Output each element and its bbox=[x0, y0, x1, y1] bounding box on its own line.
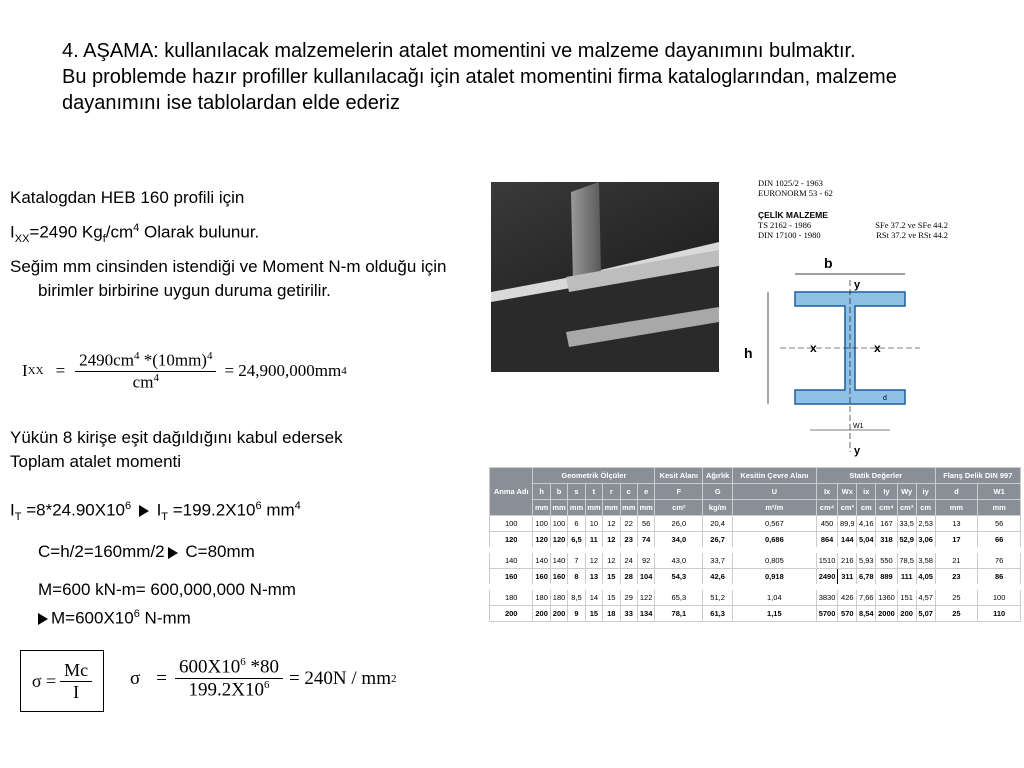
table-header-cell: Wx bbox=[838, 484, 857, 500]
table-cell: 23 bbox=[620, 532, 637, 551]
table-header-cell: t bbox=[585, 484, 602, 500]
table-cell: 3,58 bbox=[916, 550, 935, 569]
label-d: d bbox=[883, 395, 887, 402]
table-cell: 78,1 bbox=[655, 606, 703, 622]
table-header-cell: mm bbox=[603, 500, 620, 516]
table-cell: 15 bbox=[585, 606, 602, 622]
table-cell: 0,567 bbox=[732, 516, 816, 532]
table-cell: 167 bbox=[876, 516, 897, 532]
table-cell: 34,0 bbox=[655, 532, 703, 551]
arrow-icon bbox=[38, 613, 48, 625]
table-cell: 2000 bbox=[876, 606, 897, 622]
table-header-cell: cm bbox=[916, 500, 935, 516]
table-header-cell: mm bbox=[533, 500, 550, 516]
table-cell: 10 bbox=[585, 516, 602, 532]
table-cell: 0,805 bbox=[732, 550, 816, 569]
table-cell: 550 bbox=[876, 550, 897, 569]
table-cell: 56 bbox=[637, 516, 654, 532]
title-line-2: Bu problemde hazır profiller kullanılacağı için atalet momentini firma kataloglarından, malzeme dayanımını ise tablolardan elde ederiz bbox=[62, 66, 897, 114]
table-cell: 140 bbox=[533, 550, 550, 569]
beam-photo-image bbox=[491, 182, 719, 372]
equation-ixx-fraction: $\frac{2490cm^4 *(10mm)^4}{cm^4}$ bbox=[75, 350, 216, 392]
table-cell: 1510 bbox=[816, 550, 837, 569]
catalog-header: DIN 1025/2 - 1963 EURONORM 53 - 62 ÇELİK MALZEME TS 2162 - 1986 SFe 37.2 ve SFe 44.2 DIN 17100 - 1980 RSt 37.2 ve RSt 44.2 bbox=[758, 178, 948, 240]
table-cell: 14 bbox=[585, 587, 602, 606]
para-units: Seğim mm cinsinden istendiği ve Moment N-m olduğu için birimler birbirine uygun duruma getirilir. bbox=[10, 257, 447, 301]
table-cell: 100 bbox=[550, 516, 567, 532]
table-cell: 200 bbox=[550, 606, 567, 622]
table-cell: 3830 bbox=[816, 587, 837, 606]
table-cell: 6,78 bbox=[857, 569, 876, 588]
table-cell: 25 bbox=[935, 587, 978, 606]
table-cell: 65,3 bbox=[655, 587, 703, 606]
table-cell: 86 bbox=[978, 569, 1021, 588]
table-cell: 140 bbox=[490, 550, 533, 569]
table-cell: 42,6 bbox=[703, 569, 733, 588]
table-cell: 66 bbox=[978, 532, 1021, 551]
table-cell: 160 bbox=[490, 569, 533, 588]
table-cell: 160 bbox=[533, 569, 550, 588]
table-cell: 89,9 bbox=[838, 516, 857, 532]
equation-ixx: I XX = $\frac{2490cm^4 *(10mm)^4}{cm^4}$ = 24,900,000mm 4 bbox=[22, 350, 347, 392]
table-cell: 318 bbox=[876, 532, 897, 551]
table-cell: 200 bbox=[490, 606, 533, 622]
table-cell: 111 bbox=[897, 569, 916, 588]
table-cell: 8,5 bbox=[568, 587, 585, 606]
table-cell: 120 bbox=[533, 532, 550, 551]
equation-sigma-result: σ = $\frac{600X10^6 *80}{199.2X10^6}$ = 240N / mm 2 bbox=[130, 656, 397, 701]
table-header-cell: s bbox=[568, 484, 585, 500]
table-cell: 140 bbox=[550, 550, 567, 569]
table-header-cell: mm bbox=[568, 500, 585, 516]
table-cell: 104 bbox=[637, 569, 654, 588]
table-header-cell: cm² bbox=[655, 500, 703, 516]
para-moment: M=600 kN-m= 600,000,000 N-mm $M=600X10^6$ N-mm bbox=[38, 580, 296, 628]
table-cell: 110 bbox=[978, 606, 1021, 622]
table-cell: 120 bbox=[550, 532, 567, 551]
table-cell: 180 bbox=[490, 587, 533, 606]
table-cell: 216 bbox=[838, 550, 857, 569]
left-column bbox=[10, 186, 480, 303]
table-cell: 120 bbox=[490, 532, 533, 551]
table-header-cell: cm bbox=[857, 500, 876, 516]
table-cell: 151 bbox=[897, 587, 916, 606]
table-header-cell: mm bbox=[978, 500, 1021, 516]
table-cell: 2490 bbox=[816, 569, 837, 588]
table-header-cell: mm bbox=[637, 500, 654, 516]
table-cell: 1360 bbox=[876, 587, 897, 606]
table-cell: 11 bbox=[585, 532, 602, 551]
para-ixx: $I_{XX}=2490$ $Kg_f/cm^4$ Olarak bulunur. bbox=[10, 222, 260, 246]
table-row bbox=[490, 587, 1021, 606]
table-cell: 1,15 bbox=[732, 606, 816, 622]
table-header-row bbox=[490, 500, 1021, 516]
arrow-icon bbox=[168, 547, 178, 559]
table-header-cell: cm⁴ bbox=[876, 500, 897, 516]
table-cell: 0,686 bbox=[732, 532, 816, 551]
table-header-cell: r bbox=[603, 484, 620, 500]
table-cell: 100 bbox=[533, 516, 550, 532]
table-cell: 144 bbox=[838, 532, 857, 551]
table-row bbox=[490, 532, 1021, 551]
table-cell: 6 bbox=[568, 516, 585, 532]
table-cell: 23 bbox=[935, 569, 978, 588]
table-cell: 200 bbox=[533, 606, 550, 622]
table-cell: 426 bbox=[838, 587, 857, 606]
table-header-row bbox=[490, 468, 1021, 484]
table-cell: 74 bbox=[637, 532, 654, 551]
table-header-row bbox=[490, 484, 1021, 500]
table-cell: 18 bbox=[603, 606, 620, 622]
table-cell: 15 bbox=[603, 587, 620, 606]
table-cell: 21 bbox=[935, 550, 978, 569]
table-cell: 180 bbox=[533, 587, 550, 606]
table-cell: 5,93 bbox=[857, 550, 876, 569]
label-y-bottom: y bbox=[854, 445, 861, 457]
table-cell: 20,4 bbox=[703, 516, 733, 532]
label-x-right: x bbox=[874, 341, 881, 355]
table-cell: 33,7 bbox=[703, 550, 733, 569]
arrow-icon bbox=[139, 505, 149, 517]
table-header-cell: cm⁴ bbox=[816, 500, 837, 516]
table-cell: 4,16 bbox=[857, 516, 876, 532]
table-cell: 5,04 bbox=[857, 532, 876, 551]
table-cell: 29 bbox=[620, 587, 637, 606]
table-cell: 28 bbox=[620, 569, 637, 588]
table-header-cell: W1 bbox=[978, 484, 1021, 500]
table-cell: 180 bbox=[550, 587, 567, 606]
table-row bbox=[490, 550, 1021, 569]
table-header-cell: mm bbox=[935, 500, 978, 516]
title-line-1: 4. AŞAMA: kullanılacak malzemelerin atalet momentini ve malzeme dayanımını bulmaktır. bbox=[62, 40, 856, 62]
table-header-cell: cm³ bbox=[838, 500, 857, 516]
table-header-cell: Geometrik Ölçüler bbox=[533, 468, 655, 484]
table-header-cell: Kesitin Çevre Alanı bbox=[732, 468, 816, 484]
table-cell: 26,0 bbox=[655, 516, 703, 532]
table-cell: 8 bbox=[568, 569, 585, 588]
table-header-cell: d bbox=[935, 484, 978, 500]
label-h: h bbox=[744, 345, 753, 361]
table-cell: 22 bbox=[620, 516, 637, 532]
table-row bbox=[490, 516, 1021, 532]
table-header-cell: m²/m bbox=[732, 500, 816, 516]
table-cell: 7,66 bbox=[857, 587, 876, 606]
table-cell: 43,0 bbox=[655, 550, 703, 569]
table-cell: 4,57 bbox=[916, 587, 935, 606]
table-cell: 200 bbox=[897, 606, 916, 622]
table-cell: 0,918 bbox=[732, 569, 816, 588]
table-row bbox=[490, 606, 1021, 622]
table-cell: 160 bbox=[550, 569, 567, 588]
beam-photo bbox=[491, 182, 719, 372]
label-x-left: x bbox=[810, 341, 817, 355]
table-header-cell: e bbox=[637, 484, 654, 500]
table-header-cell: Iy bbox=[876, 484, 897, 500]
label-b: b bbox=[824, 255, 833, 271]
profile-diagram-svg bbox=[740, 252, 940, 462]
table-cell: 92 bbox=[637, 550, 654, 569]
table-cell: 76 bbox=[978, 550, 1021, 569]
table-cell: 24 bbox=[620, 550, 637, 569]
table-cell: 51,2 bbox=[703, 587, 733, 606]
table-cell: 570 bbox=[838, 606, 857, 622]
table-cell: 9 bbox=[568, 606, 585, 622]
table-header-cell: mm bbox=[585, 500, 602, 516]
table-header-cell: Flanş Delik DIN 997 bbox=[935, 468, 1020, 484]
table-cell: 61,3 bbox=[703, 606, 733, 622]
table-cell: 122 bbox=[637, 587, 654, 606]
table-header-cell: mm bbox=[620, 500, 637, 516]
table-header-cell: Anma Adı bbox=[490, 468, 533, 516]
table-row bbox=[490, 569, 1021, 588]
table-header-cell: iy bbox=[916, 484, 935, 500]
table-header-cell: Ix bbox=[816, 484, 837, 500]
para-load: Yükün 8 kirişe eşit dağıldığını kabul edersek Toplam atalet momenti bbox=[10, 428, 343, 471]
table-cell: 54,3 bbox=[655, 569, 703, 588]
table-header-cell: U bbox=[732, 484, 816, 500]
table-header-cell: mm bbox=[550, 500, 567, 516]
table-cell: 134 bbox=[637, 606, 654, 622]
equation-sigma-formula: σ = $\frac{Mc}{I}$ bbox=[20, 650, 104, 712]
para-c: C=h/2=160mm/2 C=80mm bbox=[38, 542, 255, 561]
table-cell: 5700 bbox=[816, 606, 837, 622]
table-cell: 2,53 bbox=[916, 516, 935, 532]
para-catalog: Katalogdan HEB 160 profili için bbox=[10, 188, 245, 207]
table-cell: 6,5 bbox=[568, 532, 585, 551]
table-cell: 5,07 bbox=[916, 606, 935, 622]
table-cell: 1,04 bbox=[732, 587, 816, 606]
slide-title bbox=[62, 38, 992, 116]
table-cell: 12 bbox=[585, 550, 602, 569]
table-cell: 25 bbox=[935, 606, 978, 622]
table-cell: 13 bbox=[935, 516, 978, 532]
table-header-cell: cm³ bbox=[897, 500, 916, 516]
para-total-inertia: $I_T =8*24.90X10^6$ $I_T =199.2X10^6$ $mm^4$ bbox=[10, 500, 301, 524]
table-header-cell: b bbox=[550, 484, 567, 500]
table-header-cell: Wy bbox=[897, 484, 916, 500]
table-cell: 52,9 bbox=[897, 532, 916, 551]
table-cell: 78,5 bbox=[897, 550, 916, 569]
table-cell: 7 bbox=[568, 550, 585, 569]
table-header-cell: Statik Değerler bbox=[816, 468, 935, 484]
table-cell: 8,54 bbox=[857, 606, 876, 622]
table-cell: 12 bbox=[603, 550, 620, 569]
table-header-cell: c bbox=[620, 484, 637, 500]
table-cell: 864 bbox=[816, 532, 837, 551]
table-header-cell: Kesit Alanı bbox=[655, 468, 703, 484]
table-header-cell: h bbox=[533, 484, 550, 500]
table-cell: 12 bbox=[603, 532, 620, 551]
table-cell: 26,7 bbox=[703, 532, 733, 551]
table-cell: 4,05 bbox=[916, 569, 935, 588]
catalog-table bbox=[489, 467, 1021, 622]
table-header-cell: kg/m bbox=[703, 500, 733, 516]
table-cell: 56 bbox=[978, 516, 1021, 532]
table-header-cell: F bbox=[655, 484, 703, 500]
table-cell: 100 bbox=[978, 587, 1021, 606]
table-cell: 3,06 bbox=[916, 532, 935, 551]
table-cell: 311 bbox=[838, 569, 857, 588]
table-header-cell: Ağırlık bbox=[703, 468, 733, 484]
catalog-table-container bbox=[489, 467, 1021, 689]
table-header-cell: G bbox=[703, 484, 733, 500]
table-cell: 15 bbox=[603, 569, 620, 588]
table-cell: 100 bbox=[490, 516, 533, 532]
profile-diagram bbox=[740, 252, 940, 462]
table-cell: 12 bbox=[603, 516, 620, 532]
table-cell: 33 bbox=[620, 606, 637, 622]
table-cell: 33,5 bbox=[897, 516, 916, 532]
table-cell: 889 bbox=[876, 569, 897, 588]
table-cell: 450 bbox=[816, 516, 837, 532]
label-w1: W1 bbox=[853, 423, 864, 430]
table-cell: 13 bbox=[585, 569, 602, 588]
table-header-cell: ix bbox=[857, 484, 876, 500]
label-y-top: y bbox=[854, 279, 861, 291]
table-cell: 17 bbox=[935, 532, 978, 551]
